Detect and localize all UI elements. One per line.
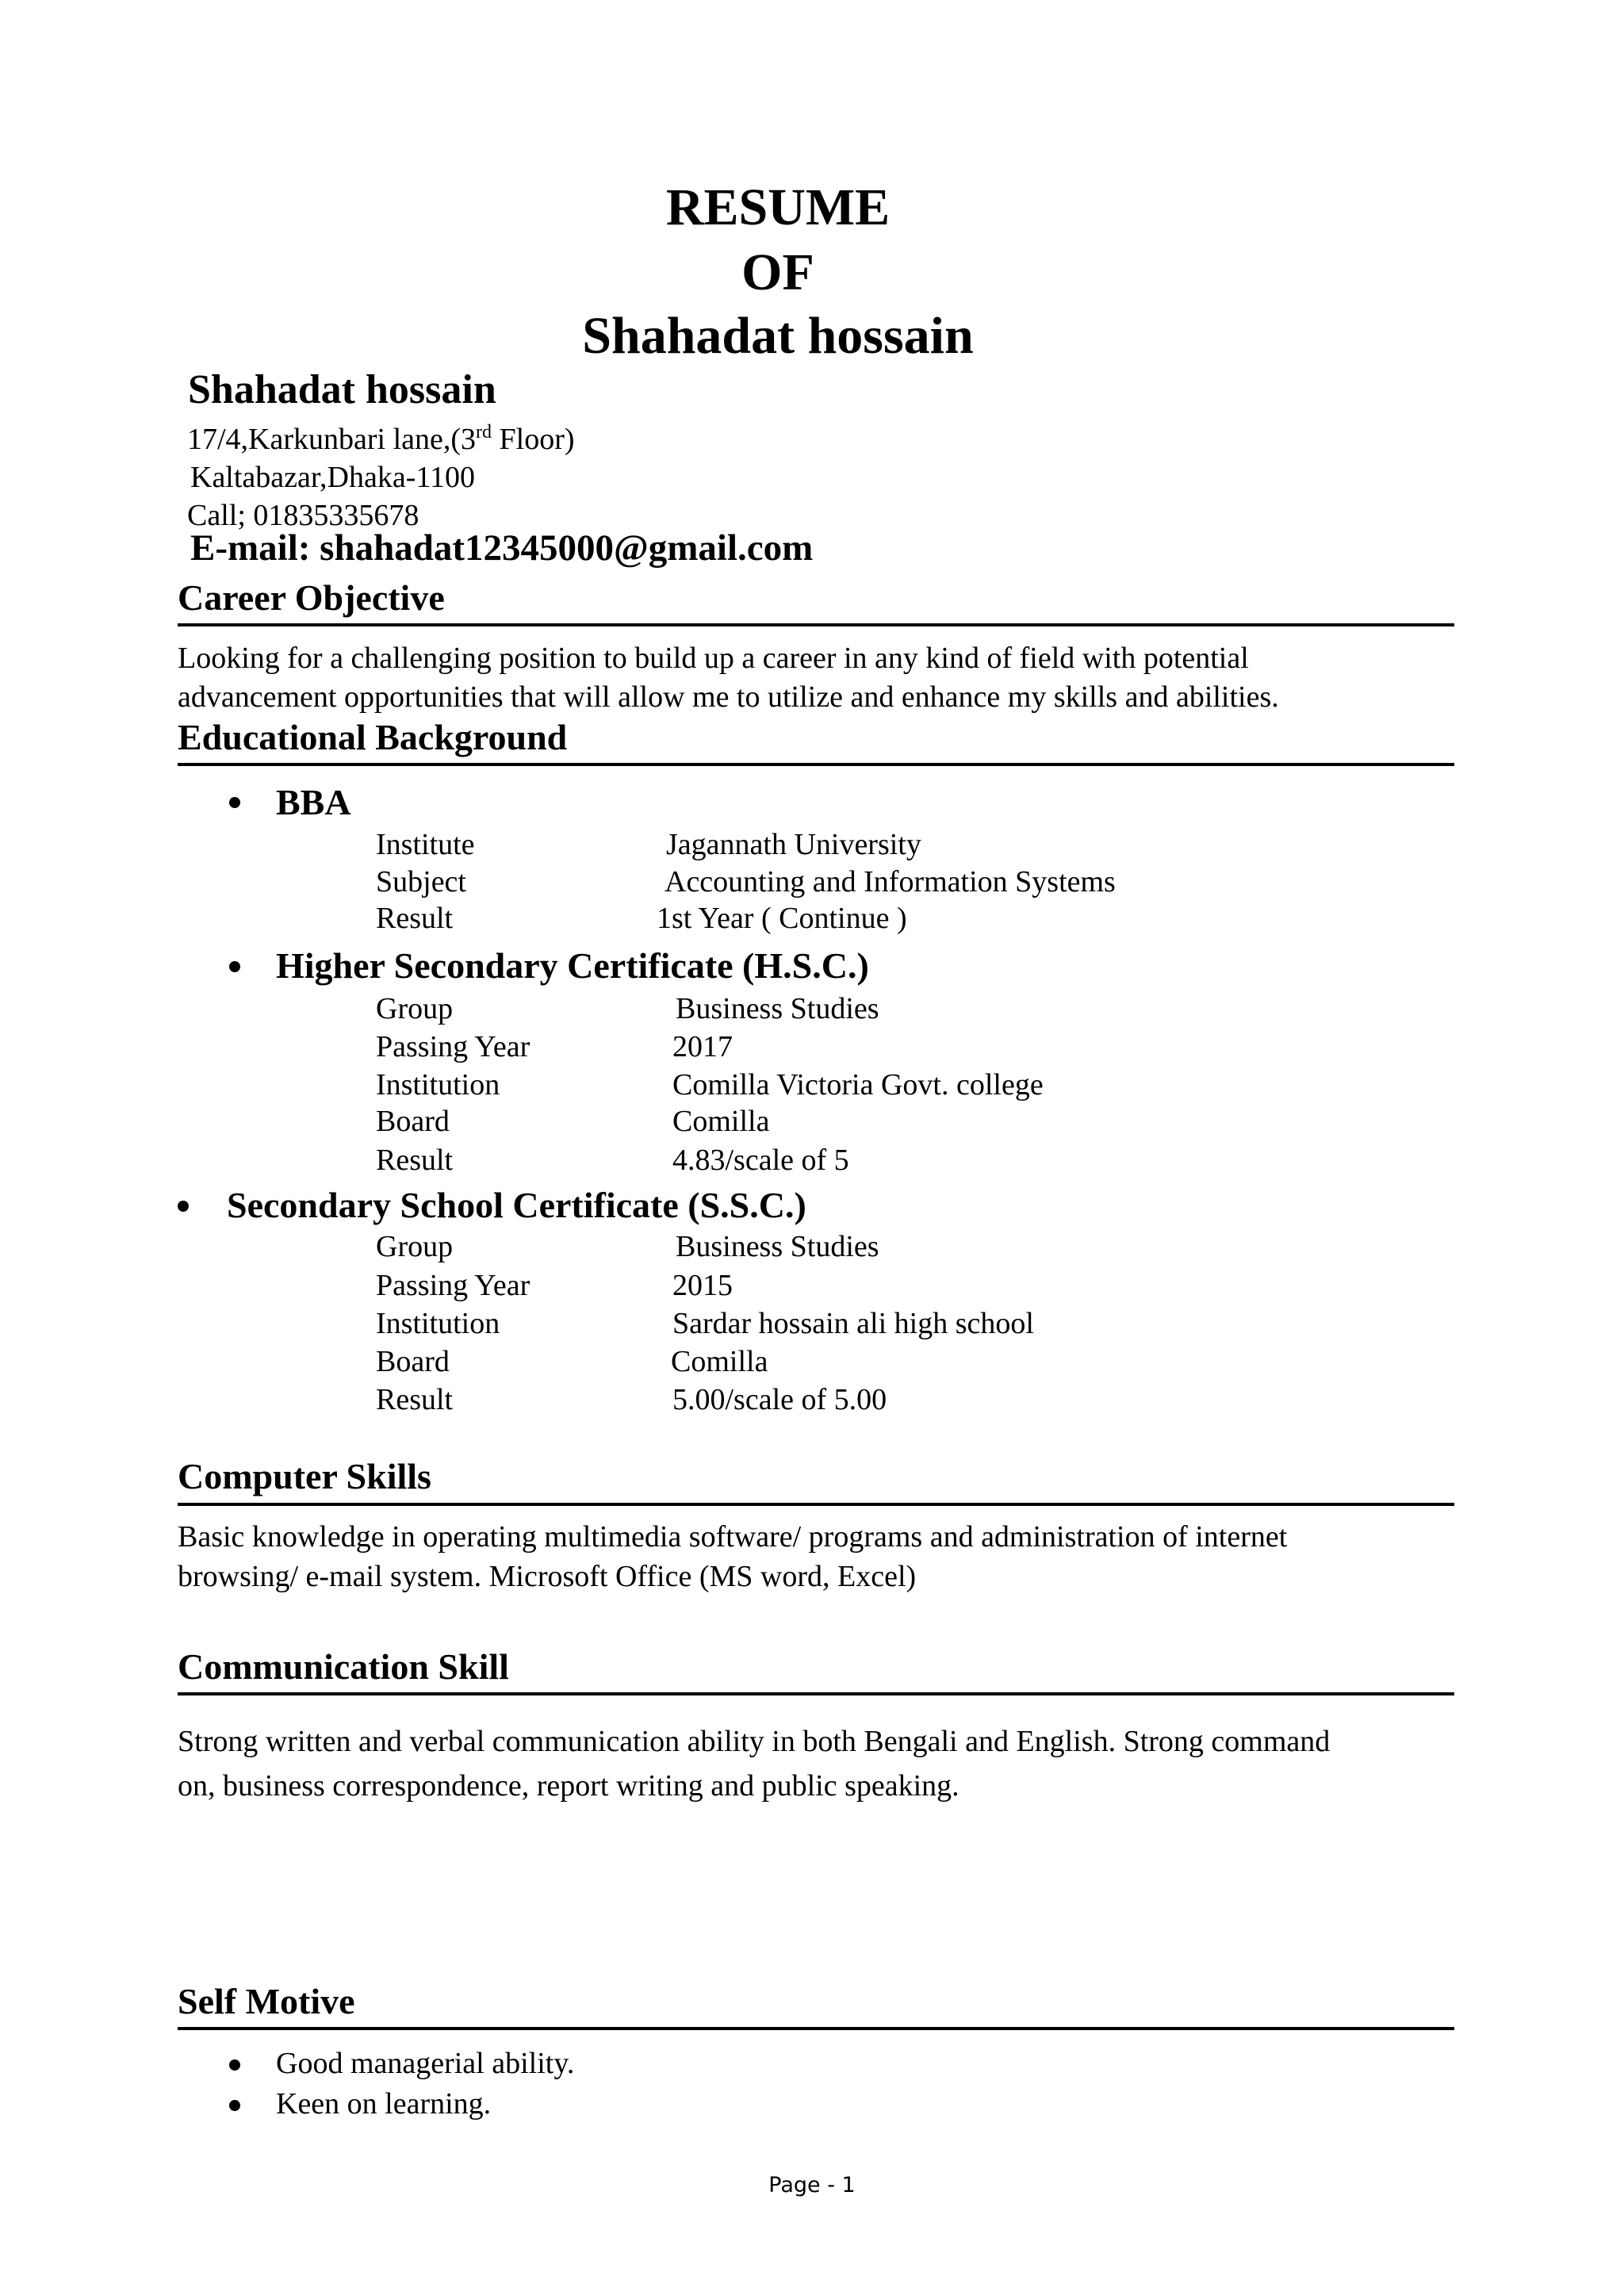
ssc-label-group: Group <box>376 1230 454 1263</box>
hsc-value-institution: Comilla Victoria Govt. college <box>672 1068 1044 1102</box>
address-line1-post: Floor) <box>492 423 575 456</box>
bba-value-result: 1st Year ( Continue ) <box>657 902 907 935</box>
bullet-icon <box>229 2059 240 2071</box>
bba-value-institute: Jagannath University <box>666 828 921 861</box>
ssc-value-group: Business Studies <box>676 1230 879 1263</box>
bullet-icon <box>229 797 240 808</box>
hsc-label-board: Board <box>376 1105 450 1138</box>
section-heading-self-motive: Self Motive <box>178 1981 355 2021</box>
section-heading-computer-skills: Computer Skills <box>178 1456 431 1496</box>
communication-skill-line2: on, business correspondence, report writing and public speaking. <box>178 1769 959 1803</box>
resume-title-of: OF <box>741 243 814 301</box>
contact-address-line1 <box>187 420 575 458</box>
bullet-icon <box>178 1201 189 1212</box>
ssc-label-institution: Institution <box>376 1307 500 1340</box>
hsc-value-board: Comilla <box>672 1105 770 1138</box>
ssc-value-board: Comilla <box>671 1345 768 1378</box>
page-number: Page - 1 <box>768 2173 856 2197</box>
ssc-value-institution: Sardar hossain ali high school <box>672 1307 1034 1340</box>
section-heading-education: Educational Background <box>178 717 568 757</box>
bullet-icon <box>229 961 240 972</box>
ssc-label-result: Result <box>376 1383 454 1416</box>
career-objective-line2: advancement opportunities that will allow me to utilize and enhance my skills and abilities. <box>178 680 1279 714</box>
section-divider <box>178 1692 1454 1695</box>
contact-address-line2: Kaltabazar,Dhaka-1100 <box>190 461 475 494</box>
section-divider <box>178 2027 1454 2030</box>
section-heading-career-objective: Career Objective <box>178 577 445 618</box>
contact-phone: Call; 01835335678 <box>187 499 419 532</box>
computer-skills-line1: Basic knowledge in operating multimedia software/ programs and administration of internet <box>178 1520 1288 1554</box>
resume-title-name: Shahadat hossain <box>582 307 974 365</box>
ssc-value-passing-year: 2015 <box>672 1269 733 1302</box>
hsc-value-passing-year: 2017 <box>672 1030 733 1063</box>
bba-value-subject: Accounting and Information Systems <box>665 865 1116 898</box>
section-divider <box>178 1503 1454 1506</box>
hsc-value-group: Business Studies <box>676 992 879 1025</box>
ssc-label-board: Board <box>376 1345 450 1378</box>
bba-label-subject: Subject <box>376 865 466 898</box>
hsc-label-result: Result <box>376 1144 454 1177</box>
career-objective-line1: Looking for a challenging position to build up a career in any kind of field with potential <box>178 642 1249 675</box>
computer-skills-line2: browsing/ e-mail system. Microsoft Office (MS word, Excel) <box>178 1560 917 1593</box>
contact-name: Shahadat hossain <box>188 367 496 412</box>
ssc-label-passing-year: Passing Year <box>376 1269 530 1302</box>
address-line1-pre: 17/4,Karkunbari lane,(3 <box>187 423 477 456</box>
hsc-label-institution: Institution <box>376 1068 500 1102</box>
degree-title-bba: BBA <box>276 782 351 822</box>
bba-label-institute: Institute <box>376 828 475 861</box>
degree-title-ssc: Secondary School Certificate (S.S.C.) <box>227 1185 806 1225</box>
self-motive-item: Keen on learning. <box>276 2087 492 2121</box>
section-divider <box>178 763 1454 766</box>
communication-skill-line1: Strong written and verbal communication ability in both Bengali and English. Strong command <box>178 1725 1331 1758</box>
ssc-value-result: 5.00/scale of 5.00 <box>672 1383 887 1416</box>
resume-title: RESUME <box>665 178 891 236</box>
hsc-value-result: 4.83/scale of 5 <box>672 1144 849 1177</box>
hsc-label-passing-year: Passing Year <box>376 1030 530 1063</box>
bullet-icon <box>229 2100 240 2111</box>
degree-title-hsc: Higher Secondary Certificate (H.S.C.) <box>276 945 869 986</box>
hsc-label-group: Group <box>376 992 454 1025</box>
bba-label-result: Result <box>376 902 454 935</box>
contact-email: E-mail: shahadat12345000@gmail.com <box>190 527 814 569</box>
section-divider <box>178 623 1454 626</box>
self-motive-item: Good managerial ability. <box>276 2047 575 2080</box>
section-heading-communication-skill: Communication Skill <box>178 1646 509 1687</box>
address-line1-sup: rd <box>476 422 492 443</box>
